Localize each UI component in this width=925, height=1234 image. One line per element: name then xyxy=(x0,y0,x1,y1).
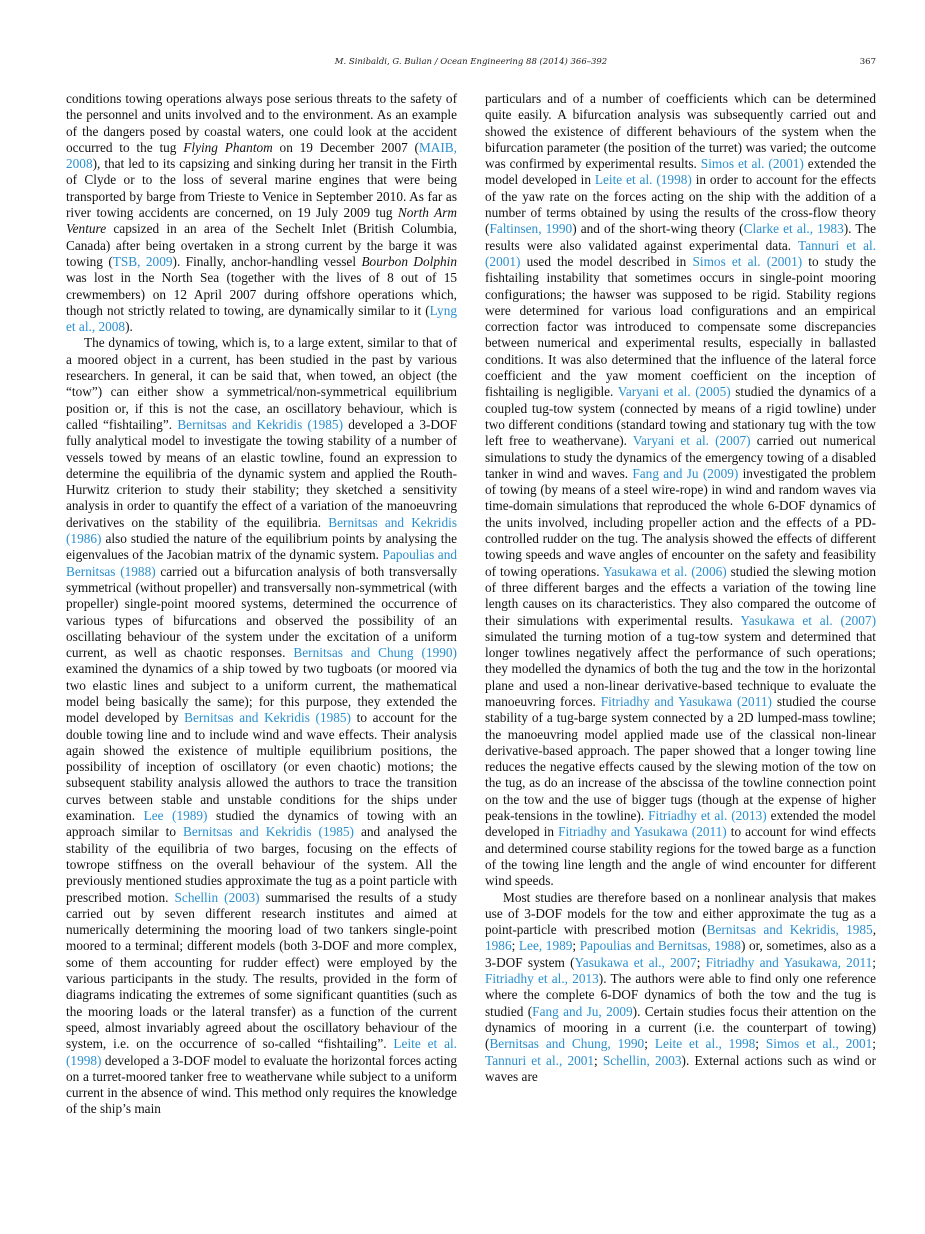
text-run: ) and of the short-wing theory ( xyxy=(572,221,744,237)
citation-link[interactable]: Papoulias and Bernitsas (1988) xyxy=(66,547,457,579)
text-run: to account for wind effects and determined course stability regions for the towed barge as a function of the towing line length and the angle of wind encounter for different wind speeds. xyxy=(485,824,876,889)
citation-link[interactable]: Simos et al. (2001) xyxy=(700,156,804,172)
citation-link[interactable]: Bernitsas and Kekridis (1985) xyxy=(183,824,354,840)
text-run: ; xyxy=(594,1052,603,1068)
citation-link[interactable]: Bernitsas and Kekridis (1985) xyxy=(177,416,344,432)
text-run: ; xyxy=(572,938,580,954)
citation-link[interactable]: Lee, 1989 xyxy=(518,938,573,954)
text-run: ) or, sometimes, also as a 3-DOF system ( xyxy=(485,938,876,970)
citation-link[interactable]: Lyng et al., 2008 xyxy=(66,302,457,335)
text-run: extended the model developed in xyxy=(485,808,876,840)
citation-link[interactable]: Fitriadhy and Yasukawa (2011) xyxy=(600,693,772,709)
journal-citation-line: M. Sinibaldi, G. Bulian / Ocean Engineering 88 (2014) 366–392 xyxy=(334,57,608,67)
text-run: also studied the nature of the equilibrium points by analysing the eigenvalues of the Jacobian matrix of the dynamic system. xyxy=(66,531,457,563)
citation-link[interactable]: Fang and Ju, 2009 xyxy=(532,1003,633,1019)
citation-link[interactable]: Lee (1989) xyxy=(143,808,208,824)
citation-link[interactable]: Clarke et al., 1983 xyxy=(743,221,844,237)
citation-link[interactable]: 1986 xyxy=(485,938,512,954)
citation-link[interactable]: Yasukawa et al., 2007 xyxy=(574,954,697,970)
text-run: extended the model developed in xyxy=(485,156,876,188)
text-run: , xyxy=(872,922,877,938)
text-run: studied the dynamics of a coupled tug-tow system (connected by means of a rigid towline) under two different conditions (standard towing and stationary tug with the tow left free to weathervane). xyxy=(485,384,877,449)
citation-link[interactable]: Faltinsen, 1990 xyxy=(489,221,573,237)
citation-link[interactable]: Leite et al. (1998) xyxy=(594,172,692,188)
text-run: investigated the problem of towing (by means of a steel wire-rope) in wind and random waves via time-domain simulations that reproduced the whole 6-DOF dynamics of the units involved, including propeller action and the effects of a PD-controlled rudder on the tug. The analysis showed the effects of different towing speeds and wave angles of encounter on the safety and feasibility of towing operations. xyxy=(485,465,876,579)
citation-link[interactable]: Tannuri et al., 2001 xyxy=(485,1052,595,1068)
text-run: simulated the turning motion of a tug-tow system and determined that longer towlines negatively affect the performance of such operations; they modelled the dynamics of both the tug and the tow in the horizontal plane and used a non-linear derivative-based technique to evaluate the manoeuvring forces. xyxy=(485,628,876,709)
text-run: ). xyxy=(125,319,133,335)
citation-link[interactable]: Yasukawa et al. (2007) xyxy=(740,612,876,628)
text-run: ; xyxy=(872,954,876,970)
text-run: in order to account for the effects of the yaw rate on the forces acting on the ship with the addition of a number of terms obtained by using the results of the cross-flow theory ( xyxy=(485,172,877,237)
text-run: ; xyxy=(696,954,706,970)
right-text-column xyxy=(485,91,876,1085)
citation-link[interactable]: Tannuri et al. (2001) xyxy=(485,237,877,269)
text-run: ; xyxy=(872,1036,876,1052)
page-number: 367 xyxy=(859,57,876,67)
italic-vessel-name: Bourbon Dolphin xyxy=(361,253,457,269)
text-run: carried out a bifurcation analysis of both transversally symmetrical (without propeller) and transversally non-symmetrical (with propeller) single-point moored systems, determined the occurrence of various types of bifurcations and observed the possibility of an oscillating behaviour of the system under the excitation of a uniform current, as well as chaotic responses. xyxy=(66,563,457,661)
citation-link[interactable]: Leite et al., 1998 xyxy=(654,1036,756,1052)
text-run: studied the course stability of a tug-barge system connected by a 2D lumped-mass towline; the manoeuvring model applied made use of the classical non-linear derivative-based approach. The paper showed that a longer towing line reduces the negative effects caused by the slewing motion of the tow on the tug, as do an increase of the abscissa of the towline connection point on the tow and the use of bigger tugs (though at the expense of higher peak-tensions in the towline). xyxy=(485,693,876,824)
text-run: ). The authors were able to find only one reference where the complete 6-DOF dynamics of both the tow and the tug is studied ( xyxy=(485,971,876,1019)
citation-link[interactable]: Simos et al., 2001 xyxy=(765,1036,873,1052)
text-run: ). Certain studies focus their attention on the dynamics of mooring in a current (i.e. the counterpart of towing) ( xyxy=(485,1003,876,1052)
text-run: to account for the double towing line and to include wind and wave effects. Their analysis again showed the existence of multiple equilibrium positions, the possibility of inception of oscillatory (or even chaotic) motions; the subsequent stability analysis allowed the authors to trace the transition curves between stable and unstable conditions for the ships under examination. xyxy=(66,710,457,824)
citation-link[interactable]: Yasukawa et al. (2006) xyxy=(602,563,727,579)
citation-link[interactable]: Fitriadhy and Yasukawa (2011) xyxy=(558,824,727,840)
left-text-column xyxy=(66,91,457,1118)
citation-link[interactable]: Leite et al. (1998) xyxy=(66,1036,457,1068)
text-run: ), that led to its capsizing and sinking during her transit in the Firth of Clyde or to the loss of several marine engines that were being transported by barge from Trieste to Venice in September 2010. As far as river towing accidents are concerned, on 19 July 2009 tug xyxy=(66,156,457,221)
text-run: developed a 3-DOF fully analytical model to investigate the towing stability of a number of vessels towed by means of an elastic towline, found an expression to determine the equilibria of the dynamic system and applied the Routh-Hurwitz criterion to study their stability; they sketched a sensitivity analysis in order to quantify the effect of a variation of the manoeuvring derivatives on the stability of the equilibria. xyxy=(66,416,457,530)
text-run: ; xyxy=(511,938,519,954)
citation-link[interactable]: Bernitsas and Kekridis, 1985 xyxy=(706,922,873,938)
text-run: examined the dynamics of a ship towed by two tugboats (or moored via two elastic lines and subject to a uniform current, the mathematical model being basically the same); for this purpose, they extended the model developed by xyxy=(66,661,457,726)
text-run: conditions towing operations always pose serious threats to the safety of the personnel and units involved and to the environment. As an example of the dangers posed by coastal waters, one could look at the accident occurred to the tug xyxy=(66,91,457,155)
running-head xyxy=(66,57,876,71)
text-run: to study the fishtailing instability that sometimes occurs in single-point mooring configurations; the hawser was supposed to be rigid. Stability regions were determined for various load configurations and an empirical correction factor was introduced to compensate some discrepancies between numerical and experimental results, especially in ballasted conditions. It was also determined that the influence of the lateral force coefficient and the yaw moment coefficient on the inception of fishtailing is negligible. xyxy=(485,253,876,400)
citation-link[interactable]: Bernitsas and Chung, 1990 xyxy=(489,1036,645,1052)
citation-link[interactable]: Fang and Ju (2009) xyxy=(632,465,739,481)
text-run: studied the dynamics of towing with an approach similar to xyxy=(66,808,457,840)
citation-link[interactable]: Simos et al. (2001) xyxy=(692,253,803,269)
text-run: carried out numerical simulations to study the dynamics of the emergency towing of a disabled tanker in wind and waves. xyxy=(485,433,876,481)
text-run: summarised the results of a study carried out by seven different research institutes and aimed at numerically determining the mooring load of two tankers single-point moored to a terminal; different models (both 3-DOF and more complex, some of them accounting for rudder effect) were employed by the various participants in the study. The results, provided in the form of diagrams indicating the extremes of some significant quantities (such as the mooring loads or the lateral transfer) as a function of the current speed, almost invariably agreed about the oscillatory behaviour of the system, i.e. on the occurrence of so-called “fishtailing”. xyxy=(66,889,457,1052)
text-run: capsized in an area of the Sechelt Inlet (British Columbia, Canada) after being overtaken in a strong current by the barge it was towing ( xyxy=(66,221,457,269)
body-paragraph xyxy=(66,335,457,1117)
text-run: particulars and of a number of coefficients which can be determined quite easily. A bifurcation analysis was subsequently carried out and showed the existence of different behaviours of the system when the bifurcation parameter (the position of the turret) was varied; the outcome was confirmed by experimental results. xyxy=(485,91,876,172)
italic-vessel-name: Flying Phantom xyxy=(183,139,273,155)
text-run: ). External actions such as wind or waves are xyxy=(485,1052,876,1084)
text-run: Most studies are therefore based on a nonlinear analysis that makes use of 3-DOF models for the tow and either approximate the tug as a point-particle with prescribed motion ( xyxy=(485,889,876,938)
text-run: on 19 December 2007 ( xyxy=(272,139,419,155)
text-run: was lost in the North Sea (together with the lives of 8 out of 15 crewmembers) on 12 April 2007 during offshore operations which, though not strictly related to towing, are dynamically similar to it ( xyxy=(66,270,457,318)
citation-link[interactable]: Schellin (2003) xyxy=(174,889,260,905)
citation-link[interactable]: Schellin, 2003 xyxy=(602,1052,682,1068)
citation-link[interactable]: Bernitsas and Chung (1990) xyxy=(293,645,457,661)
body-paragraph xyxy=(66,91,457,335)
text-run: ; xyxy=(755,1036,766,1052)
citation-link[interactable]: Fitriadhy et al. (2013) xyxy=(648,808,767,824)
citation-link[interactable]: Fitriadhy and Yasukawa, 2011 xyxy=(705,954,873,970)
citation-link[interactable]: Papoulias and Bernitsas, 1988 xyxy=(579,938,741,954)
body-paragraph xyxy=(485,890,876,1086)
citation-link[interactable]: Varyani et al. (2005) xyxy=(617,384,731,400)
text-run: ). Finally, anchor-handling vessel xyxy=(172,253,362,269)
citation-link[interactable]: Fitriadhy et al., 2013 xyxy=(485,971,599,987)
citation-link[interactable]: TSB, 2009 xyxy=(112,253,173,269)
citation-link[interactable]: Bernitsas and Kekridis (1985) xyxy=(184,710,351,726)
citation-link[interactable]: MAIB, 2008 xyxy=(66,139,457,172)
text-run: The dynamics of towing, which is, to a large extent, similar to that of a moored object in a current, has been studied in the past by various researchers. In general, it can be said that, when towed, an object (the “tow”) can either show a symmetrical/non-symmetrical equilibrium position or, if this is not the case, an oscillatory behaviour, which is called “fishtailing”. xyxy=(66,335,457,432)
text-run: and analysed the stability of the equilibria of two barges, focusing on the effects of towrope stiffness on the overall behaviour of the system. All the previously mentioned studies approximate the tug as a point particle with prescribed motion. xyxy=(66,824,457,905)
text-run: studied the slewing motion of three different barges and the effects a variation of the towing line length causes on its characteristics. They also compared the outcome of their simulations with experimental results. xyxy=(485,563,876,628)
citation-link[interactable]: Bernitsas and Kekridis (1986) xyxy=(66,514,457,547)
italic-vessel-name: North Arm Venture xyxy=(66,205,457,237)
citation-link[interactable]: Varyani et al. (2007) xyxy=(632,433,751,449)
text-run: used the model described in xyxy=(520,253,693,269)
text-run: developed a 3-DOF model to evaluate the horizontal forces acting on a turret-moored tanker free to weathervane while subject to a uniform current in the absence of wind. This method only requires the knowledge of the ship’s main xyxy=(66,1052,457,1117)
text-run: ; xyxy=(644,1036,655,1052)
text-run: ). The results were also validated against experimental data. xyxy=(485,221,876,253)
body-paragraph xyxy=(485,91,876,890)
